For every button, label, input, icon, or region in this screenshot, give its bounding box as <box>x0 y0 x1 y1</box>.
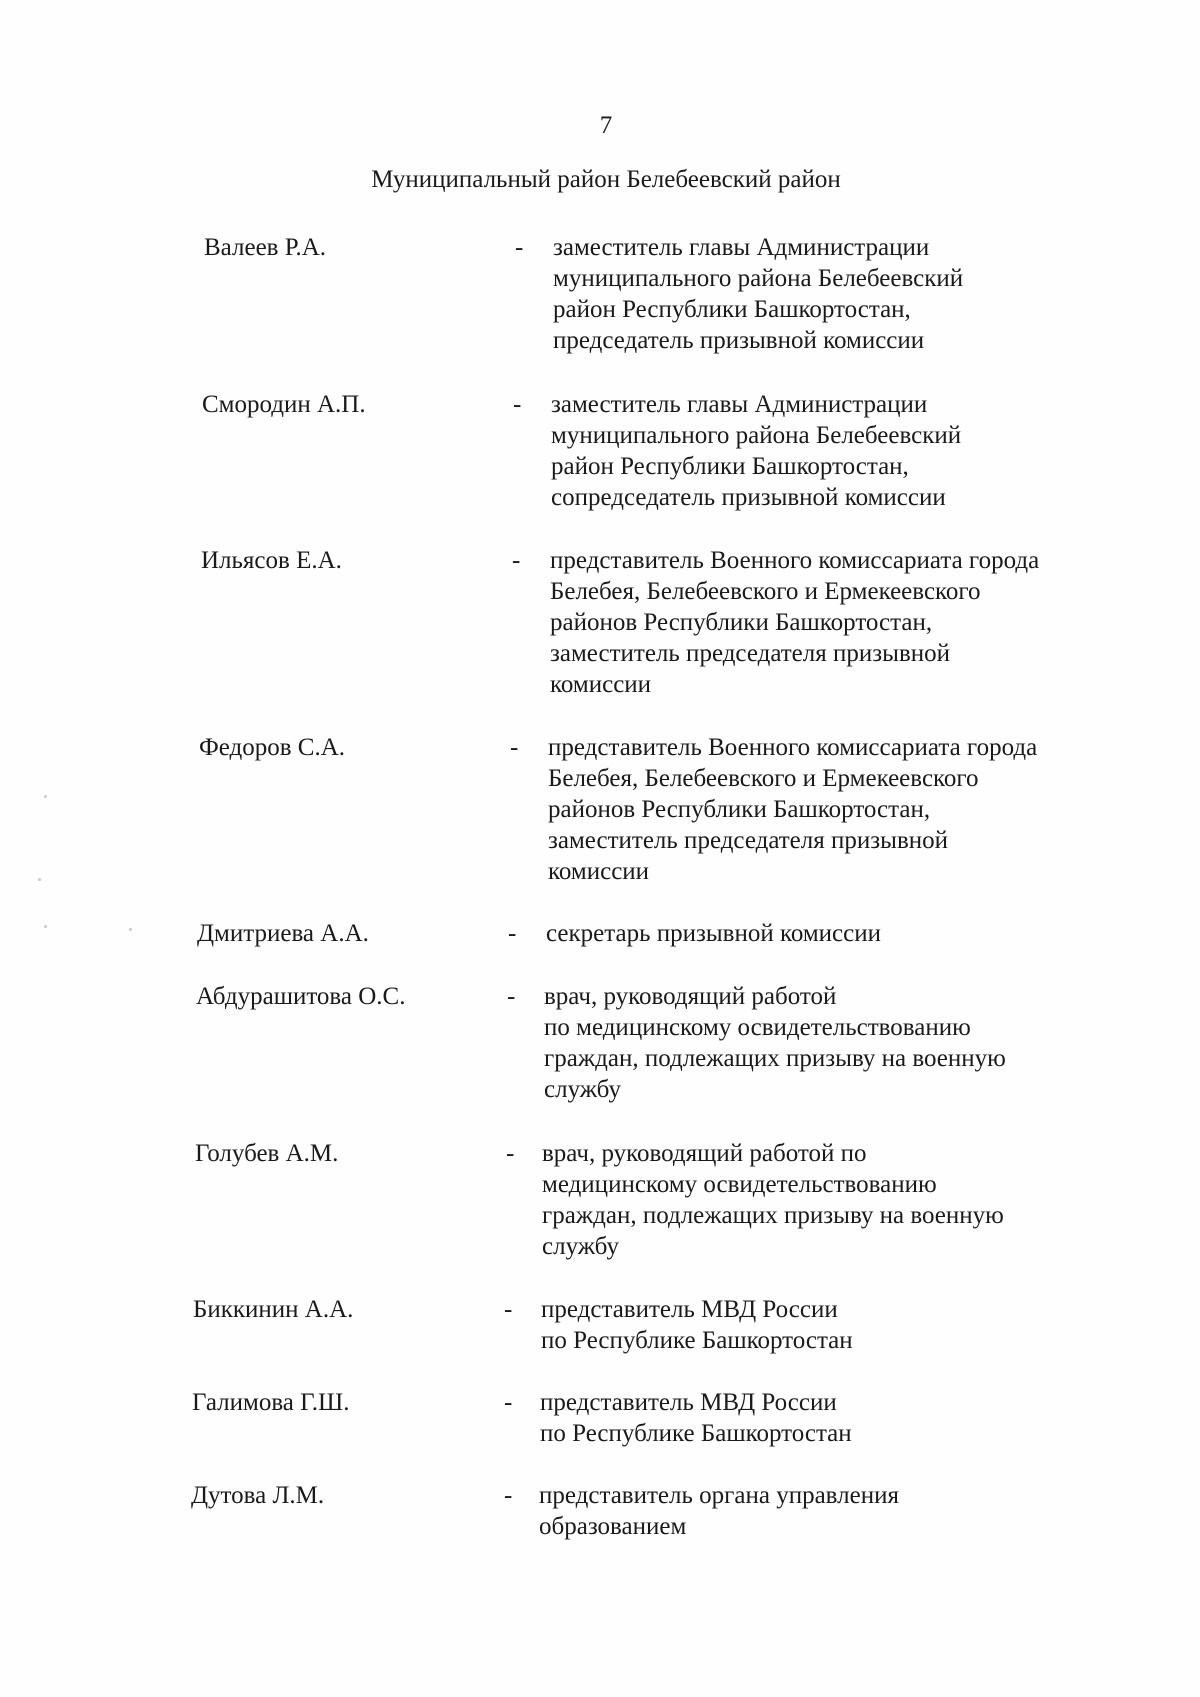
page-number: 7 <box>599 112 613 139</box>
separator-dash: - <box>515 234 524 261</box>
member-role <box>546 918 1086 949</box>
role-line: представитель органа управления <box>539 1482 899 1509</box>
member-name: Биккинин А.А. <box>193 1296 354 1323</box>
role-line: заместитель главы Администрации <box>551 391 928 418</box>
member-role <box>548 732 1088 887</box>
scan-speck <box>44 925 47 928</box>
member-name: Федоров С.А. <box>199 734 346 761</box>
role-line: районов Республики Башкортостан, <box>548 796 931 823</box>
member-name: Дутова Л.М. <box>191 1482 325 1509</box>
member-role <box>542 1138 1082 1262</box>
role-line: представитель МВД России <box>540 1389 837 1416</box>
role-line: заместитель главы Администрации <box>553 234 930 261</box>
separator-dash: - <box>510 734 519 761</box>
role-line: по Республике Башкортостан <box>541 1327 853 1354</box>
role-line: врач, руководящий работой по <box>542 1140 867 1167</box>
member-name: Абдурашитова О.С. <box>196 983 406 1010</box>
role-line: комиссии <box>548 858 650 885</box>
role-line: председатель призывной комиссии <box>553 327 925 354</box>
separator-dash: - <box>507 983 516 1010</box>
role-line: граждан, подлежащих призыву на военную <box>542 1202 1004 1229</box>
member-role <box>550 545 1090 700</box>
role-line: службу <box>544 1076 621 1103</box>
member-name: Смородин А.П. <box>202 391 366 418</box>
section-title: Муниципальный район Белебеевский район <box>371 166 841 193</box>
role-line: граждан, подлежащих призыву на военную <box>544 1045 1006 1072</box>
role-line: заместитель председателя призывной <box>550 640 950 667</box>
separator-dash: - <box>508 920 517 947</box>
member-role <box>539 1480 1079 1542</box>
role-line: районов Республики Башкортостан, <box>550 609 933 636</box>
separator-dash: - <box>513 391 522 418</box>
role-line: Белебея, Белебеевского и Ермекеевского <box>550 578 981 605</box>
role-line: представитель МВД России <box>541 1296 838 1323</box>
member-role <box>544 981 1084 1105</box>
role-line: по медицинскому освидетельствованию <box>544 1014 971 1041</box>
role-line: по Республике Башкортостан <box>540 1420 852 1447</box>
scan-speck <box>129 928 132 931</box>
member-name: Валеев Р.А. <box>204 234 327 261</box>
member-role <box>553 232 1093 356</box>
member-name: Голубев А.М. <box>195 1140 339 1167</box>
member-name: Дмитриева А.А. <box>197 920 369 947</box>
role-line: секретарь призывной комиссии <box>546 920 882 947</box>
separator-dash: - <box>504 1482 513 1509</box>
separator-dash: - <box>504 1389 513 1416</box>
role-line: район Республики Башкортостан, <box>553 296 911 323</box>
scan-speck <box>44 795 47 798</box>
role-line: муниципального района Белебеевский <box>551 422 962 449</box>
role-line: комиссии <box>550 671 652 698</box>
role-line: образованием <box>539 1513 687 1540</box>
role-line: представитель Военного комиссариата города <box>548 734 1038 761</box>
role-line: муниципального района Белебеевский <box>553 265 964 292</box>
separator-dash: - <box>506 1140 515 1167</box>
member-role <box>551 389 1091 513</box>
role-line: Белебея, Белебеевского и Ермекеевского <box>548 765 979 792</box>
role-line: медицинскому освидетельствованию <box>542 1171 937 1198</box>
role-line: район Республики Башкортостан, <box>551 453 909 480</box>
member-role <box>541 1294 1081 1356</box>
separator-dash: - <box>504 1296 513 1323</box>
separator-dash: - <box>512 547 521 574</box>
role-line: службу <box>542 1233 619 1260</box>
scan-speck <box>38 878 41 881</box>
member-name: Галимова Г.Ш. <box>192 1389 350 1416</box>
role-line: заместитель председателя призывной <box>548 827 948 854</box>
member-role <box>540 1387 1080 1449</box>
role-line: врач, руководящий работой <box>544 983 837 1010</box>
member-name: Ильясов Е.А. <box>201 547 342 574</box>
role-line: представитель Военного комиссариата города <box>550 547 1040 574</box>
role-line: сопредседатель призывной комиссии <box>551 484 946 511</box>
